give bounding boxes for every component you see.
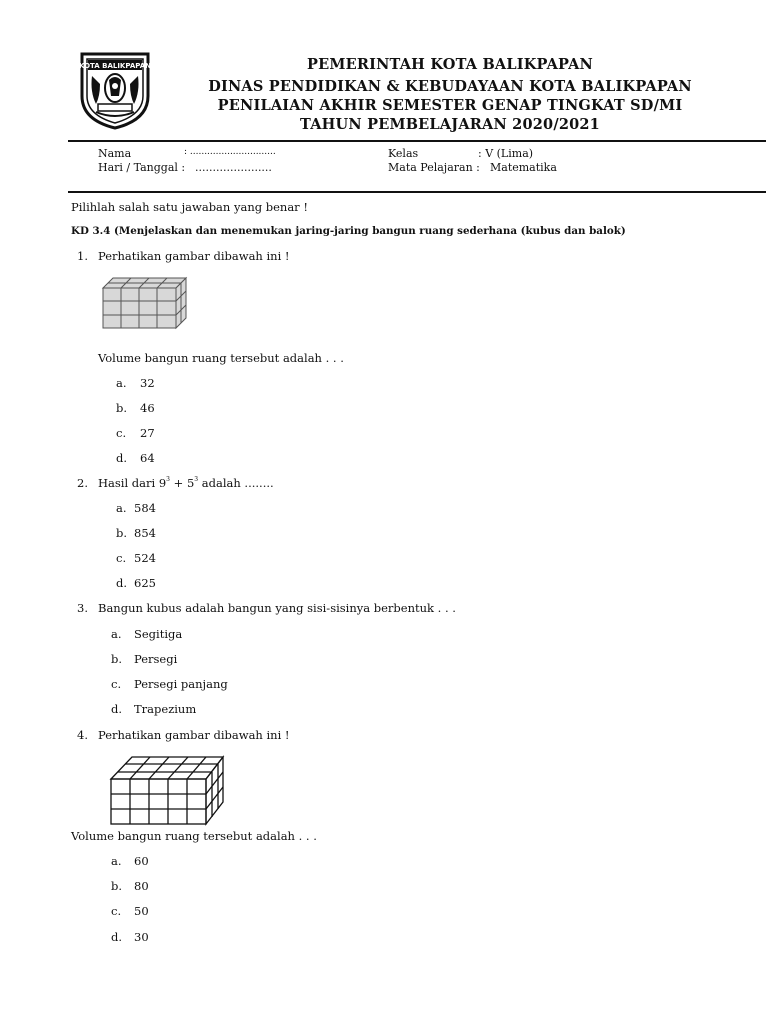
q3-option-c[interactable]: Persegi panjang xyxy=(134,677,228,691)
nama-label: Nama xyxy=(98,147,132,160)
q2-option-b-letter: b. xyxy=(116,526,128,540)
q1-option-a-letter: a. xyxy=(116,376,127,390)
q2-option-c-letter: c. xyxy=(116,551,127,565)
question-4-followup: Volume bangun ruang tersebut adalah . . . xyxy=(71,829,317,843)
q2-option-a[interactable]: 584 xyxy=(134,501,156,515)
question-2-exponent-1: 3 xyxy=(166,476,170,483)
question-3-number: 3. xyxy=(77,601,88,615)
city-logo xyxy=(76,50,154,130)
q1-option-d-letter: d. xyxy=(116,451,128,465)
q1-option-c-letter: c. xyxy=(116,426,127,440)
q3-option-a-letter: a. xyxy=(111,627,122,641)
logo-text: KOTA BALIKPAPAN xyxy=(78,62,152,70)
q4-option-b-letter: b. xyxy=(111,879,123,893)
instruction: Pilihlah salah satu jawaban yang benar ! xyxy=(71,200,308,214)
question-2-text-suffix: adalah ........ xyxy=(198,476,274,490)
mapel-label: Mata Pelajaran : xyxy=(388,161,480,174)
question-1-number: 1. xyxy=(77,249,88,263)
q1-option-c[interactable]: 27 xyxy=(140,426,155,440)
question-2-number: 2. xyxy=(77,476,88,490)
question-4-number: 4. xyxy=(77,728,88,742)
q1-option-d[interactable]: 64 xyxy=(140,451,155,465)
q2-option-a-letter: a. xyxy=(116,501,127,515)
hari-tanggal-label: Hari / Tanggal : xyxy=(98,161,186,174)
q3-option-a[interactable]: Segitiga xyxy=(134,627,183,641)
q2-option-c[interactable]: 524 xyxy=(134,551,156,565)
question-1-cuboid-figure xyxy=(100,275,190,331)
kd-heading: KD 3.4 (Menjelaskan dan menemukan jaring-jaring bangun ruang sederhana (kubus dan balok) xyxy=(71,225,626,237)
q3-option-d-letter: d. xyxy=(111,702,123,716)
q3-option-c-letter: c. xyxy=(111,677,122,691)
mapel-value: Matematika xyxy=(490,161,557,174)
question-2-text-prefix: Hasil dari 9 xyxy=(98,476,167,490)
question-4-text: Perhatikan gambar dibawah ini ! xyxy=(98,728,290,742)
q4-option-a[interactable]: 60 xyxy=(134,854,149,868)
hari-tanggal-field[interactable]: ...................... xyxy=(195,161,272,174)
header-divider xyxy=(68,140,766,142)
header-line-2: DINAS PENDIDIKAN & KEBUDAYAAN KOTA BALIKPAPAN xyxy=(208,78,692,95)
nama-field[interactable]: : .............................. xyxy=(184,147,276,157)
kelas-value: : V (Lima) xyxy=(478,147,534,160)
header-line-4: TAHUN PEMBELAJARAN 2020/2021 xyxy=(300,116,600,133)
question-3-text: Bangun kubus adalah bangun yang sisi-sisinya berbentuk . . . xyxy=(98,601,456,615)
q1-option-b-letter: b. xyxy=(116,401,128,415)
q4-option-d-letter: d. xyxy=(111,930,123,944)
question-2-text xyxy=(98,476,274,490)
q4-option-c[interactable]: 50 xyxy=(134,904,149,918)
question-2-exponent-2: 3 xyxy=(194,476,199,483)
q4-option-b[interactable]: 80 xyxy=(134,879,149,893)
q2-option-d-letter: d. xyxy=(116,576,128,590)
q3-option-b-letter: b. xyxy=(111,652,123,666)
kelas-label: Kelas xyxy=(388,147,419,160)
q4-option-a-letter: a. xyxy=(111,854,122,868)
q4-option-c-letter: c. xyxy=(111,904,122,918)
question-4-cuboid-figure xyxy=(108,754,226,826)
question-1-text: Perhatikan gambar dibawah ini ! xyxy=(98,249,290,263)
header-line-3: PENILAIAN AKHIR SEMESTER GENAP TINGKAT SD/MI xyxy=(217,97,683,114)
q2-option-b[interactable]: 854 xyxy=(134,526,156,540)
q4-option-d[interactable]: 30 xyxy=(134,930,149,944)
identity-divider xyxy=(68,191,766,193)
question-2-text-mid: + 5 xyxy=(170,476,195,490)
q2-option-d[interactable]: 625 xyxy=(134,576,156,590)
q1-option-b[interactable]: 46 xyxy=(140,401,155,415)
q3-option-b[interactable]: Persegi xyxy=(134,652,178,666)
q1-option-a[interactable]: 32 xyxy=(140,376,155,390)
header-line-1: PEMERINTAH KOTA BALIKPAPAN xyxy=(306,56,594,73)
question-1-followup: Volume bangun ruang tersebut adalah . . . xyxy=(98,351,344,365)
q3-option-d[interactable]: Trapezium xyxy=(134,702,197,716)
